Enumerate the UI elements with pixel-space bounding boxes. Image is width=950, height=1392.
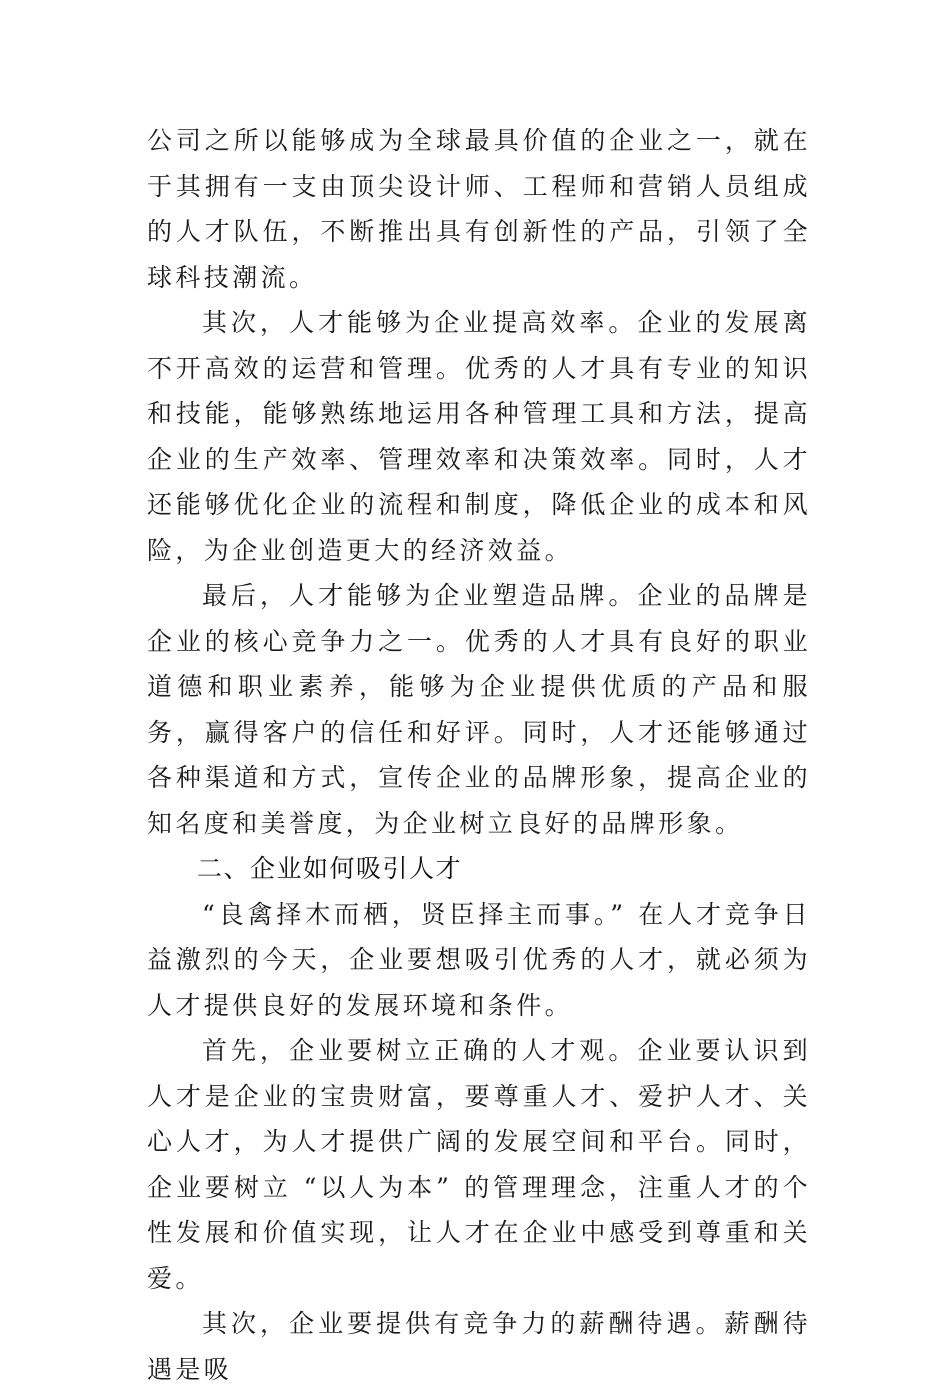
document-body [147,118,811,1392]
paragraph-talent-view: 首先，企业要树立正确的人才观。企业要认识到人才是企业的宝贵财富，要尊重人才、爱护人才、关心人才，为人才提供广阔的发展空间和平台。同时，企业要树立 “以人为本” 的管理理念，注重人才的个性发展和价值实现，让人才在企业中感受到尊重和关爱。 [147,1036,811,1293]
paragraph-quote: “良禽择木而栖，贤臣择主而事。” 在人才竞争日益激烈的今天，企业要想吸引优秀的人才，就必须为人才提供良好的发展环境和条件。 [147,899,811,1020]
paragraph-efficiency: 其次，人才能够为企业提高效率。企业的发展离不开高效的运营和管理。优秀的人才具有专业的知识和技能，能够熟练地运用各种管理工具和方法，提高企业的生产效率、管理效率和决策效率。同时，人才还能够优化企业的流程和制度，降低企业的成本和风险，为企业创造更大的经济效益。 [147,308,811,565]
paragraph-salary: 其次，企业要提供有竞争力的薪酬待遇。薪酬待遇是吸 [147,1309,811,1384]
section-heading: 二、企业如何吸引人才 [197,854,463,883]
paragraph-brand: 最后，人才能够为企业塑造品牌。企业的品牌是企业的核心竞争力之一。优秀的人才具有良好的职业道德和职业素养，能够为企业提供优质的产品和服务，赢得客户的信任和好评。同时，人才还能够通过各种渠道和方式，宣传企业的品牌形象，提高企业的知名度和美誉度，为企业树立良好的品牌形象。 [147,581,811,838]
paragraph-continuation: 公司之所以能够成为全球最具价值的企业之一，就在于其拥有一支由顶尖设计师、工程师和营销人员组成的人才队伍，不断推出具有创新性的产品，引领了全球科技潮流。 [147,126,811,292]
